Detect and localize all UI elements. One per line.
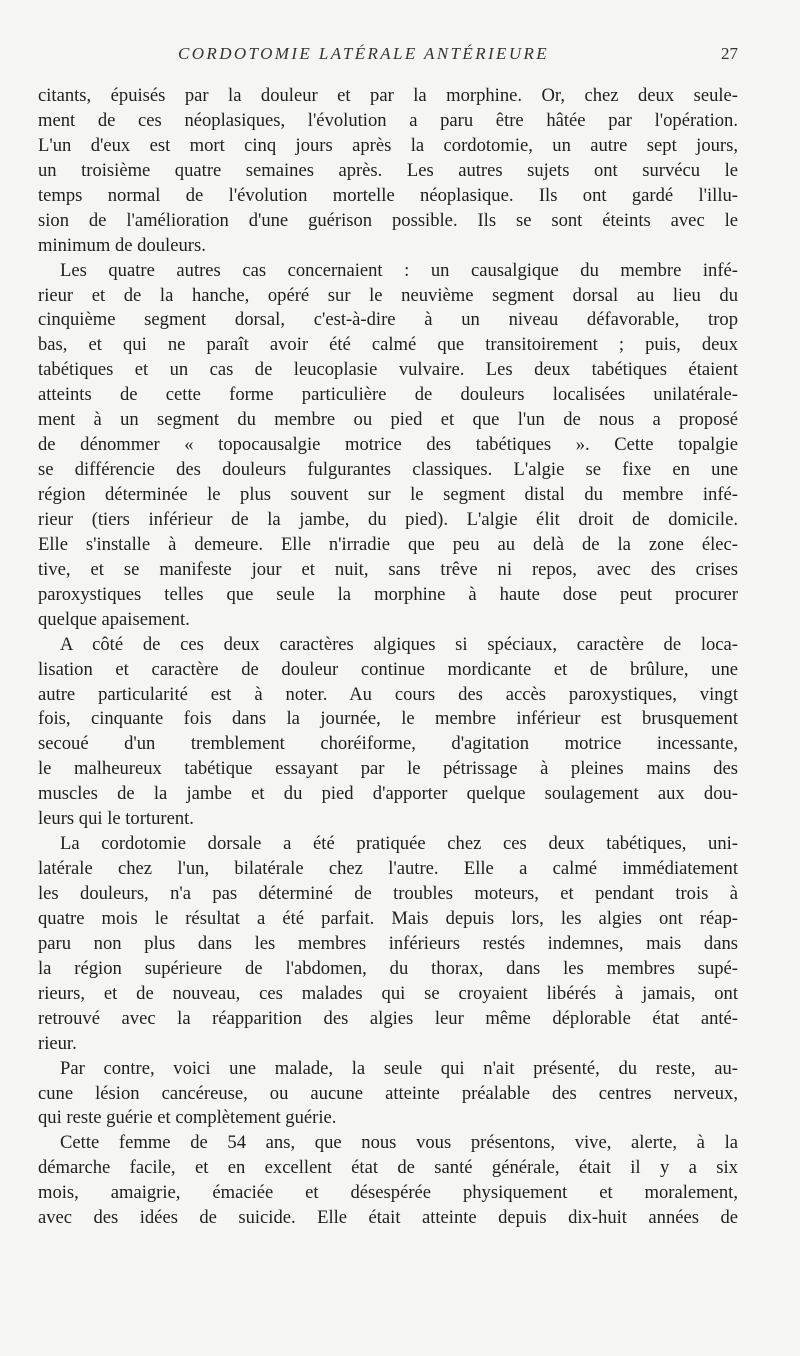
text-line: tive, et se manifeste jour et nuit, sans trêve ni repos, avec des crises [38, 558, 738, 580]
text-line: quatre mois le résultat a été parfait. Mais depuis lors, les algies ont réap- [38, 907, 738, 929]
text-line: leurs qui le torturent. [38, 808, 194, 830]
text-line: citants, épuisés par la douleur et par la morphine. Or, chez deux seule- [38, 85, 738, 106]
text-line: Cette femme de 54 ans, que nous vous présentons, vive, alerte, à la [60, 1132, 738, 1154]
text-line: cune lésion cancéreuse, ou aucune atteinte préalable des centres nerveux, [38, 1082, 738, 1104]
text-line: rieur et de la hanche, opéré sur le neuvième segment dorsal au lieu du [38, 284, 738, 306]
text-line: Les quatre autres cas concernaient : un causalgique du membre infé- [60, 259, 738, 281]
text-line: lisation et caractère de douleur continue mordicante et de brûlure, une [38, 658, 738, 680]
text-line: sion de l'amélioration d'une guérison possible. Ils se sont éteints avec le [38, 209, 738, 231]
paragraph [38, 1057, 738, 1132]
text-line: avec des idées de suicide. Elle était atteinte depuis dix-huit années de [38, 1207, 738, 1229]
text-line: retrouvé avec la réapparition des algies leur même déplorable état anté- [38, 1007, 738, 1029]
paragraph [38, 259, 738, 633]
text-line: minimum de douleurs. [38, 234, 206, 256]
text-line: latérale chez l'un, bilatérale chez l'autre. Elle a calmé immédiatement [38, 858, 738, 880]
paragraph [38, 1131, 738, 1231]
text-line: cinquième segment dorsal, c'est-à-dire à un niveau défavorable, trop [38, 309, 738, 331]
text-line: autre particularité est à noter. Au cours des accès paroxystiques, vingt [38, 683, 738, 705]
text-line: temps normal de l'évolution mortelle néoplasique. Ils ont gardé l'illu- [38, 184, 738, 206]
body-text [38, 84, 738, 1231]
text-line: rieurs, et de nouveau, ces malades qui se croyaient libérés à jamais, ont [38, 982, 738, 1004]
paragraph [38, 832, 738, 1056]
text-line: A côté de ces deux caractères algiques si spéciaux, caractère de loca- [60, 633, 738, 655]
text-line: muscles de la jambe et du pied d'apporter quelque soulagement aux dou- [38, 783, 738, 805]
text-line: la région supérieure de l'abdomen, du thorax, dans les membres supé- [38, 957, 738, 979]
running-head [0, 44, 800, 68]
text-line: le malheureux tabétique essayant par le pétrissage à pleines mains des [38, 758, 738, 780]
text-line: démarche facile, et en excellent état de santé générale, était il y a six [38, 1157, 738, 1179]
text-line: fois, cinquante fois dans la journée, le membre inférieur est brusquement [38, 708, 738, 730]
text-line: Elle s'installe à demeure. Elle n'irradie que peu au delà de la zone élec- [38, 533, 738, 555]
text-line: rieur (tiers inférieur de la jambe, du pied). L'algie élit droit de domicile. [38, 508, 738, 530]
text-line: se différencie des douleurs fulgurantes classiques. L'algie se fixe en une [38, 459, 738, 481]
text-line: paroxystiques telles que seule la morphine à haute dose peut procurer [38, 583, 738, 605]
text-line: mois, amaigrie, émaciée et désespérée physiquement et moralement, [38, 1182, 738, 1204]
running-title: CORDOTOMIE LATÉRALE ANTÉRIEURE [178, 44, 550, 63]
text-line: secoué d'un tremblement choréiforme, d'agitation motrice incessante, [38, 733, 738, 755]
text-line: quelque apaisement. [38, 608, 190, 630]
page-number: 27 [721, 44, 738, 63]
text-line: tabétiques et un cas de leucoplasie vulvaire. Les deux tabétiques étaient [38, 359, 738, 381]
text-line: rieur. [38, 1032, 77, 1054]
text-line: bas, et qui ne paraît avoir été calmé que transitoirement ; puis, deux [38, 334, 738, 356]
text-line: La cordotomie dorsale a été pratiquée chez ces deux tabétiques, uni- [60, 833, 738, 855]
text-line: ment de ces néoplasiques, l'évolution a paru être hâtée par l'opération. [38, 109, 738, 131]
text-line: région déterminée le plus souvent sur le segment distal du membre infé- [38, 484, 738, 505]
text-line: ment à un segment du membre ou pied et que l'un de nous a proposé [38, 409, 738, 431]
text-line: les douleurs, n'a pas déterminé de troubles moteurs, et pendant trois à [38, 883, 738, 904]
text-line: de dénommer « topocausalgie motrice des tabétiques ». Cette topalgie [38, 434, 738, 456]
text-line: Par contre, voici une malade, la seule qui n'ait présenté, du reste, au- [60, 1057, 738, 1079]
text-line: un troisième quatre semaines après. Les autres sujets ont survécu le [38, 159, 738, 181]
text-line: paru non plus dans les membres inférieurs restés indemnes, mais dans [38, 932, 738, 954]
paragraph [38, 633, 738, 833]
text-line: qui reste guérie et complètement guérie. [38, 1107, 337, 1129]
text-line: atteints de cette forme particulière de douleurs localisées unilatérale- [38, 384, 738, 406]
text-line: L'un d'eux est mort cinq jours après la cordotomie, un autre sept jours, [38, 134, 738, 156]
paragraph [38, 84, 738, 259]
